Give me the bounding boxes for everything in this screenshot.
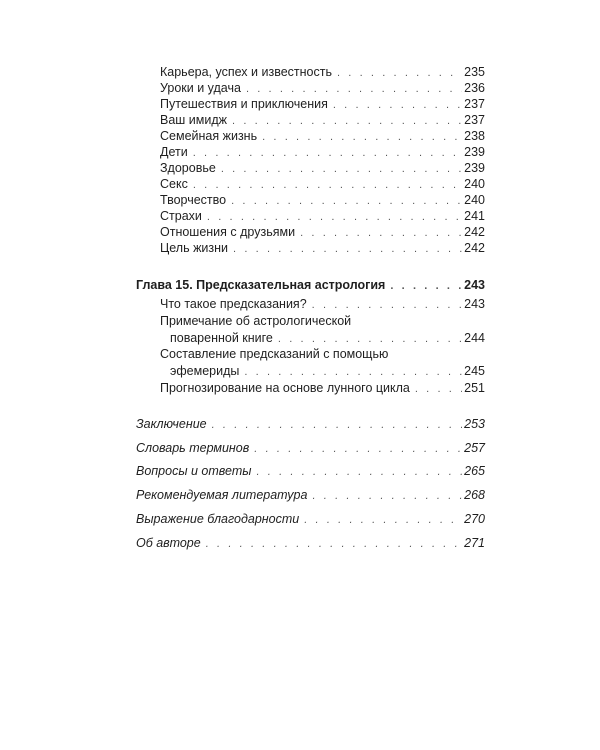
toc-entry-label: Карьера, успех и известность <box>160 65 332 79</box>
toc-entry[interactable] <box>170 330 485 347</box>
toc-entry[interactable] <box>160 128 485 145</box>
toc-page-number: 235 <box>464 65 485 79</box>
toc-entry[interactable] <box>160 96 485 113</box>
dot-leader <box>231 193 462 209</box>
dot-leader <box>278 331 462 347</box>
dot-leader <box>221 161 462 177</box>
dot-leader <box>333 97 462 113</box>
toc-page-number: 242 <box>464 241 485 255</box>
toc-page-number: 240 <box>464 193 485 207</box>
toc-entry-label: Словарь терминов <box>136 441 250 455</box>
dot-leader <box>193 145 462 161</box>
toc-entry-label: Семейная жизнь <box>160 129 258 143</box>
dot-leader <box>390 278 462 294</box>
toc-entry-label: Что такое предсказания? <box>160 297 307 311</box>
toc-entry-closing[interactable] <box>136 440 485 457</box>
toc-entry-label: Здоровье <box>160 161 216 175</box>
dot-leader <box>304 512 462 528</box>
toc-entry-label: Об авторе <box>136 536 201 550</box>
toc-page-number: 239 <box>464 161 485 175</box>
toc-entry[interactable] <box>160 208 485 225</box>
dot-leader <box>232 113 462 129</box>
toc-entry-closing[interactable] <box>136 535 485 552</box>
toc-entry-label: Дети <box>160 145 188 159</box>
toc-page-number: 265 <box>464 464 485 478</box>
toc-page-number: 240 <box>464 177 485 191</box>
dot-leader <box>206 536 462 552</box>
toc-entry[interactable] <box>160 380 485 397</box>
toc-page-number: 245 <box>464 364 485 378</box>
toc-entry[interactable] <box>160 112 485 129</box>
dot-leader <box>212 417 463 433</box>
toc-page-number: 239 <box>464 145 485 159</box>
toc-page-number: 237 <box>464 97 485 111</box>
dot-leader <box>207 209 462 225</box>
toc-entry-label: Творчество <box>160 193 227 207</box>
toc-entry[interactable] <box>160 192 485 209</box>
toc-entry-label: Выражение благодарности <box>136 512 300 526</box>
toc-page-number: 243 <box>464 278 485 292</box>
toc-entry-label-line2: поваренной книге <box>170 331 273 345</box>
toc-entry-label: Прогнозирование на основе лунного цикла <box>160 381 410 395</box>
toc-page-number: 238 <box>464 129 485 143</box>
toc-entry-label: Цель жизни <box>160 241 229 255</box>
toc-page-number: 237 <box>464 113 485 127</box>
toc-page-number: 270 <box>464 512 485 526</box>
chapter-15-heading[interactable] <box>136 277 485 294</box>
toc-entry-closing[interactable] <box>136 511 485 528</box>
toc-page-number: 244 <box>464 331 485 345</box>
dot-leader <box>193 177 462 193</box>
toc-entry-label: Секс <box>160 177 188 191</box>
toc-entry-label: Ваш имидж <box>160 113 228 127</box>
toc-page-number: 251 <box>464 381 485 395</box>
toc-entry[interactable] <box>160 224 485 241</box>
toc-entry-closing[interactable] <box>136 463 485 480</box>
dot-leader <box>300 225 462 241</box>
toc-entry[interactable] <box>160 160 485 177</box>
toc-entry-label: Путешествия и приключения <box>160 97 328 111</box>
dot-leader <box>244 364 462 380</box>
toc-entry-label-line1[interactable]: Составление предсказаний с помощью <box>160 347 389 361</box>
toc-entry[interactable] <box>170 363 485 380</box>
toc-page-number: 242 <box>464 225 485 239</box>
toc-entry-label: Заключение <box>136 417 207 431</box>
dot-leader <box>312 297 462 313</box>
toc-entry-label: Вопросы и ответы <box>136 464 252 478</box>
toc-entry[interactable] <box>160 176 485 193</box>
toc-page-number: 268 <box>464 488 485 502</box>
toc-entry-label-line2: эфемериды <box>170 364 240 378</box>
dot-leader <box>256 464 462 480</box>
toc-entry[interactable] <box>160 240 485 257</box>
dot-leader <box>415 381 462 397</box>
dot-leader <box>254 441 462 457</box>
toc-page-number: 257 <box>464 441 485 455</box>
toc-entry-label-line1[interactable]: Примечание об астрологической <box>160 314 352 328</box>
toc-page-number: 243 <box>464 297 485 311</box>
toc-entry-closing[interactable] <box>136 487 485 504</box>
toc-entry-label: Отношения с друзьями <box>160 225 296 239</box>
dot-leader <box>233 241 462 257</box>
toc-page-number: 236 <box>464 81 485 95</box>
toc-entry[interactable] <box>160 80 485 97</box>
dot-leader <box>262 129 462 145</box>
toc-entry-closing[interactable] <box>136 416 485 433</box>
dot-leader <box>312 488 462 504</box>
toc-page-number: 271 <box>464 536 485 550</box>
toc-entry-label: Рекомендуемая литература <box>136 488 308 502</box>
chapter-title: Глава 15. Предсказательная астрология <box>136 278 386 292</box>
toc-page-number: 241 <box>464 209 485 223</box>
toc-entry-label: Уроки и удача <box>160 81 241 95</box>
toc-entry[interactable] <box>160 296 485 313</box>
dot-leader <box>337 65 462 81</box>
toc-page-number: 253 <box>464 417 485 431</box>
toc-entry[interactable] <box>160 64 485 81</box>
dot-leader <box>246 81 462 97</box>
toc-entry[interactable] <box>160 144 485 161</box>
toc-entry-label: Страхи <box>160 209 202 223</box>
